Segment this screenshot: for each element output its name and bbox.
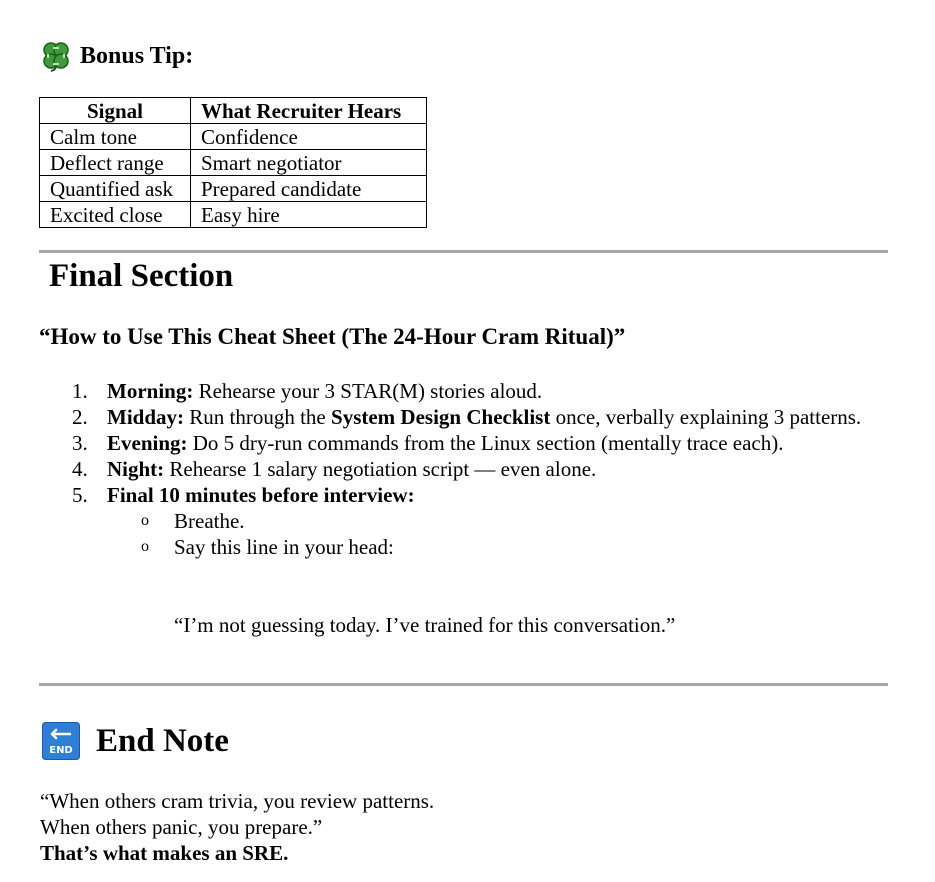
end-icon-label: END xyxy=(49,745,73,756)
sub-list-item xyxy=(141,508,896,534)
bonus-tip-heading xyxy=(40,40,193,72)
bonus-tip-title: Bonus Tip: xyxy=(80,42,194,69)
table-cell: Calm tone xyxy=(40,124,191,150)
sub-item-text: Breathe. xyxy=(174,509,245,533)
step-number: 1. xyxy=(72,379,88,403)
step-number: 3. xyxy=(72,431,88,455)
table-cell: Smart negotiator xyxy=(191,150,427,176)
step-number: 2. xyxy=(72,405,88,429)
closing-bold-line: That’s what makes an SRE. xyxy=(40,841,289,865)
table-row xyxy=(40,176,427,202)
table-cell: Easy hire xyxy=(191,202,427,228)
horizontal-divider xyxy=(39,683,888,686)
table-cell: Deflect range xyxy=(40,150,191,176)
circle-bullet: o xyxy=(141,512,149,529)
column-header-recruiter-hears: What Recruiter Hears xyxy=(191,98,427,124)
signal-table xyxy=(39,97,427,228)
step-text: Rehearse your 3 STAR(M) stories aloud. xyxy=(193,379,543,403)
end-arrow-icon xyxy=(42,722,80,760)
step-label: Midday: xyxy=(107,405,185,429)
table-row xyxy=(40,202,427,228)
step-label: Morning: xyxy=(107,379,194,403)
clover-icon xyxy=(40,40,72,72)
end-note-heading xyxy=(42,722,229,760)
step-text: once, verbally explaining 3 patterns. xyxy=(550,405,862,429)
step-label: Final 10 minutes before interview: xyxy=(107,483,415,507)
table-cell: Prepared candidate xyxy=(191,176,427,202)
mantra-quote: “I’m not guessing today. I’ve trained for this conversation.” xyxy=(174,613,676,637)
sub-item-text: Say this line in your head: xyxy=(174,535,394,559)
sub-list xyxy=(107,508,862,560)
column-header-signal: Signal xyxy=(40,98,191,124)
table-cell: Excited close xyxy=(40,202,191,228)
step-text: Run through the xyxy=(184,405,332,429)
table-row xyxy=(40,150,427,176)
cram-steps-list xyxy=(72,378,862,560)
step-label: Night: xyxy=(107,457,165,481)
end-note-title: End Note xyxy=(96,722,229,759)
closing-line: When others panic, you prepare.” xyxy=(40,815,323,839)
list-item xyxy=(72,378,862,404)
step-label: Evening: xyxy=(107,431,188,455)
cram-ritual-subheading: “How to Use This Cheat Sheet (The 24-Hour Cram Ritual)” xyxy=(39,324,626,349)
closing-line: “When others cram trivia, you review patterns. xyxy=(40,789,435,813)
step-text: Do 5 dry-run commands from the Linux section (mentally trace each). xyxy=(187,431,784,455)
step-number: 4. xyxy=(72,457,88,481)
final-section-heading: Final Section xyxy=(49,258,234,294)
table-row xyxy=(40,124,427,150)
table-header-row xyxy=(40,98,427,124)
sub-list-item xyxy=(141,534,896,560)
list-item xyxy=(72,430,862,456)
list-item xyxy=(72,482,862,560)
horizontal-divider xyxy=(39,250,888,253)
list-item xyxy=(72,456,862,482)
circle-bullet: o xyxy=(141,538,149,555)
step-number: 5. xyxy=(72,483,88,507)
closing-quote xyxy=(40,788,434,866)
step-text: Rehearse 1 salary negotiation script — even alone. xyxy=(164,457,597,481)
list-item xyxy=(72,404,862,430)
step-text-bold: System Design Checklist xyxy=(331,405,551,429)
table-cell: Confidence xyxy=(191,124,427,150)
table-cell: Quantified ask xyxy=(40,176,191,202)
